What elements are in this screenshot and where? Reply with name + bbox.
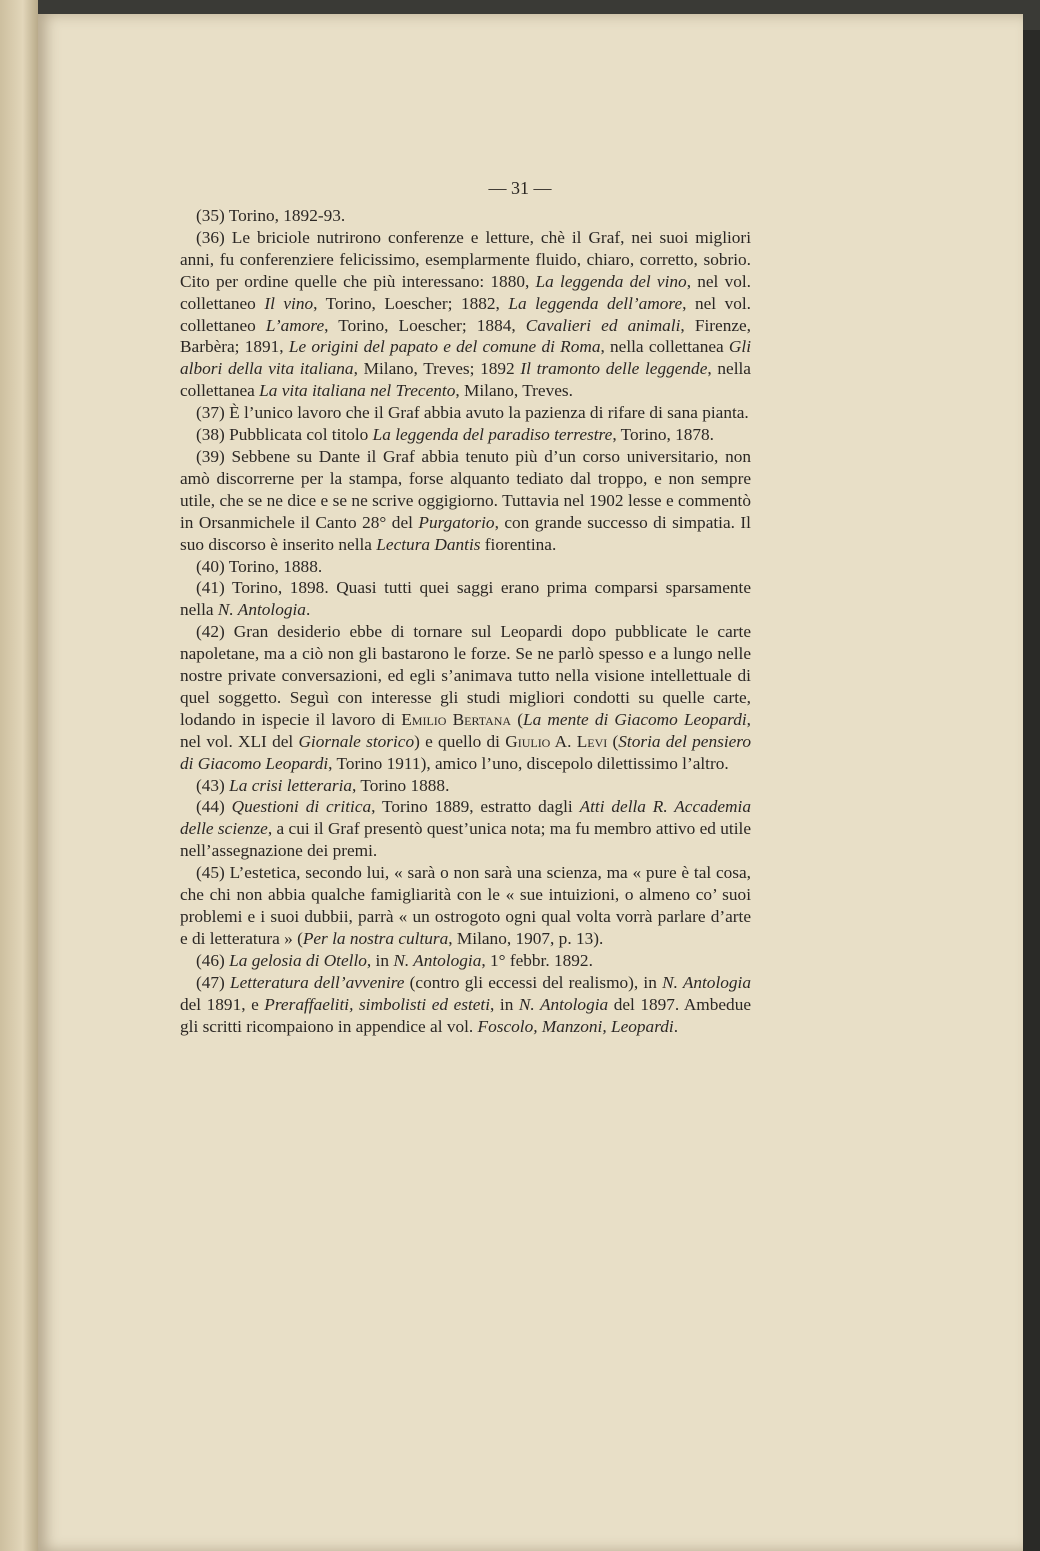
italic-title: Questioni di critica bbox=[231, 797, 372, 817]
note-text: (43) bbox=[196, 775, 230, 795]
note-text: (37) È l’unico lavoro che il Graf abbia avuto la pazienza di rifare di sana pianta. bbox=[196, 403, 749, 423]
italic-title: Le origini del papato e del comune di Roma bbox=[288, 337, 601, 357]
note-text: (45) L’estetica, secondo lui, « sarà o non sarà una scienza, ma « pure è tal cosa, che chi non abbia qualche famigliarità con le « sue intuizioni, o almeno co’ suoi problemi e i suoi dubbii, parrà « un ostrogoto ogni qual volta vorrà parlare d’arte e di letteratura » ( bbox=[180, 863, 751, 948]
note-text: . bbox=[673, 1016, 679, 1036]
scan-border bbox=[1023, 30, 1040, 1551]
italic-title: La vita italiana nel Trecento bbox=[259, 381, 456, 401]
italic-title: Gli albori della vita italiana bbox=[180, 337, 752, 379]
note-text: , nel vol. XLI del bbox=[180, 709, 751, 751]
note-text: , Torino, Loescher; 1882, bbox=[313, 293, 509, 313]
footnote bbox=[180, 862, 751, 950]
italic-title: N. Antologia bbox=[393, 950, 482, 970]
note-text: , Torino, 1878. bbox=[612, 425, 714, 445]
italic-title: N. Antologia bbox=[662, 972, 751, 992]
note-text: , Torino 1888. bbox=[352, 775, 450, 795]
note-text: (40) Torino, 1888. bbox=[196, 556, 323, 576]
italic-title: Foscolo, Manzoni, Leopardi bbox=[477, 1016, 674, 1036]
italic-title: La crisi letteraria bbox=[229, 775, 353, 795]
note-text: , Torino 1911), amico l’uno, discepolo dilettissimo l’altro. bbox=[328, 753, 729, 773]
footnote bbox=[180, 424, 751, 446]
note-text: , nel vol. collettaneo bbox=[180, 271, 751, 313]
note-text: ( bbox=[511, 709, 524, 729]
note-text: (38) Pubblicata col titolo bbox=[196, 425, 373, 445]
italic-title: Atti della R. Accademia delle scienze bbox=[180, 797, 751, 839]
italic-title: La leggenda del vino bbox=[535, 271, 687, 291]
italic-title: La leggenda del paradiso terrestre bbox=[372, 425, 613, 445]
note-text: , Firenze, Barbèra; 1891, bbox=[180, 315, 751, 357]
note-text: (42) Gran desiderio ebbe di tornare sul Leopardi dopo pubblicate le carte napoletane, ma a ciò non gli bastarono le forze. Se ne parlò spesso e a lungo nelle nostre private conversazioni, ed egli s’animava tutto nella visione intellettuale di quel soggetto. Seguì con interesse gli studi migliori condotti su quelle carte, lodando in ispecie il lavoro di bbox=[180, 622, 751, 729]
note-text: (44) bbox=[196, 797, 232, 817]
footnote bbox=[180, 446, 751, 556]
note-text: (41) Torino, 1898. Quasi tutti quei saggi erano prima comparsi sparsamente nella bbox=[180, 578, 751, 620]
footnote bbox=[180, 577, 751, 621]
italic-title: Preraffaeliti, simbolisti ed esteti bbox=[264, 994, 491, 1014]
note-text: , con grande successo di simpatia. Il suo discorso è inserito nella bbox=[180, 512, 751, 554]
note-text: , Milano, 1907, p. 13). bbox=[448, 928, 604, 948]
footnotes bbox=[180, 205, 751, 1037]
note-text: ) e quello di bbox=[414, 731, 506, 751]
note-text: , nella collettanea bbox=[600, 337, 729, 357]
note-text: , Milano, Treves. bbox=[455, 381, 573, 401]
note-text: (36) Le briciole nutrirono conferenze e letture, chè il Graf, nei suoi migliori anni, fu conferenziere felicissimo, esemplarmente fluido, chiaro, corretto, sobrio. Cito per ordine quelle che più interessano: 1880, bbox=[180, 227, 751, 291]
italic-title: La gelosia di Otello bbox=[229, 950, 367, 970]
note-text: fiorentina. bbox=[480, 534, 557, 554]
note-text: (39) Sebbene su Dante il Graf abbia tenuto più d’un corso universitario, non amò discorrerne per la stampa, forse alquanto tediato dal troppo, e non sempre utile, che se ne dice e se ne scrive oggigiorno. Tuttavia nel 1902 lesse e commentò in Orsanmichele il Canto 28° del bbox=[180, 446, 751, 532]
footnote bbox=[180, 621, 751, 774]
note-text: , Milano, Treves; 1892 bbox=[353, 359, 521, 379]
note-text: ( bbox=[607, 731, 619, 751]
note-text: (contro gli eccessi del realismo), in bbox=[404, 972, 663, 992]
note-text: , 1° febbr. 1892. bbox=[481, 950, 593, 970]
note-text: (47) bbox=[196, 972, 230, 992]
note-text: (46) bbox=[196, 950, 230, 970]
page-number: — 31 — bbox=[488, 178, 552, 198]
italic-title: Letteratura dell’avvenire bbox=[230, 972, 405, 992]
author-name: Emilio Bertana bbox=[401, 709, 512, 729]
italic-title: La mente di Giacomo Leopardi bbox=[523, 709, 747, 729]
italic-title: Giornale storico bbox=[298, 731, 415, 751]
note-text: , Torino, Loescher; 1884, bbox=[324, 315, 526, 335]
note-text: , nel vol. collettaneo bbox=[180, 293, 752, 335]
footnote bbox=[180, 950, 751, 972]
note-text: , in bbox=[490, 994, 519, 1014]
note-text: , in bbox=[366, 950, 394, 970]
italic-title: N. Antologia bbox=[217, 600, 306, 620]
italic-title: Storia del pensiero di Giacomo Leopardi bbox=[180, 731, 752, 773]
note-text: , a cui il Graf presentò quest’unica nota; ma fu membro attivo ed utile nell’assegnazione dei premi. bbox=[180, 819, 751, 861]
italic-title: Lectura Dantis bbox=[376, 534, 481, 554]
note-text: . bbox=[305, 600, 311, 620]
italic-title: Il vino bbox=[264, 293, 314, 313]
italic-title: La leggenda dell’amore bbox=[508, 293, 683, 313]
italic-title: Il tramonto delle leggende bbox=[520, 359, 708, 379]
italic-title: Per la nostra cultura bbox=[302, 928, 449, 948]
footnote bbox=[180, 775, 751, 797]
footnote bbox=[180, 972, 751, 1038]
footnote bbox=[180, 402, 751, 424]
italic-title: Cavalieri ed animali bbox=[525, 315, 681, 335]
footnote bbox=[180, 796, 751, 862]
italic-title: L’amore bbox=[265, 315, 325, 335]
adjacent-page-edge bbox=[0, 0, 38, 1551]
italic-title: N. Antologia bbox=[518, 994, 609, 1014]
note-text: del 1897. Ambedue gli scritti ricompaiono in appendice al vol. bbox=[180, 994, 752, 1036]
footnote bbox=[180, 227, 751, 402]
note-text: (35) Torino, 1892-93. bbox=[196, 206, 346, 225]
footnote bbox=[180, 205, 751, 227]
note-text: , nella collettanea bbox=[180, 359, 751, 401]
note-text: del 1891, e bbox=[180, 994, 265, 1014]
italic-title: Purgatorio bbox=[418, 512, 495, 532]
footnote bbox=[180, 556, 751, 578]
author-name: Giulio A. Levi bbox=[505, 731, 608, 751]
note-text: , Torino 1889, estratto dagli bbox=[371, 797, 580, 817]
